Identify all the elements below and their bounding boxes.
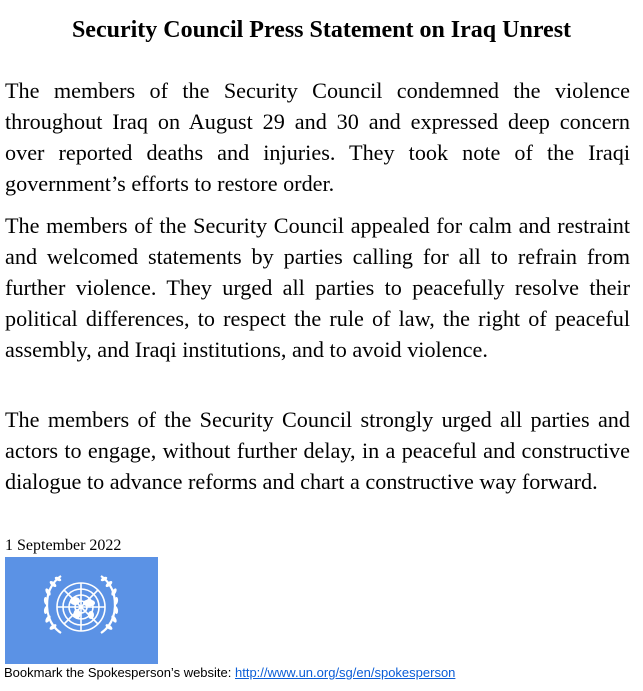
paragraph-2: The members of the Security Council appealed for calm and restraint and welcomed statements by parties calling for all to refrain from further violence. They urged all parties to peacefully resolve their political differences, to respect the rule of law, the right of peaceful assembly, and Iraqi institutions, and to avoid violence.: [5, 213, 630, 362]
footer-prefix: Bookmark the Spokesperson’s website:: [4, 665, 235, 680]
statement-date: 1 September 2022: [5, 537, 122, 554]
footer-bookmark: [4, 665, 455, 681]
un-flag-logo: [5, 557, 158, 664]
un-emblem-icon: [5, 557, 158, 664]
page-title: Security Council Press Statement on Iraq Unrest: [71, 17, 572, 43]
paragraph-1: The members of the Security Council condemned the violence throughout Iraq on August 29 and 30 and expressed deep concern over reported deaths and injuries. They took note of the Iraqi government’s efforts to restore order.: [5, 78, 630, 196]
paragraph-3: The members of the Security Council strongly urged all parties and actors to engage, without further delay, in a peaceful and constructive dialogue to advance reforms and chart a constructive way forward.: [5, 407, 630, 494]
spokesperson-website-link[interactable]: http://www.un.org/sg/en/spokesperson: [235, 665, 456, 680]
